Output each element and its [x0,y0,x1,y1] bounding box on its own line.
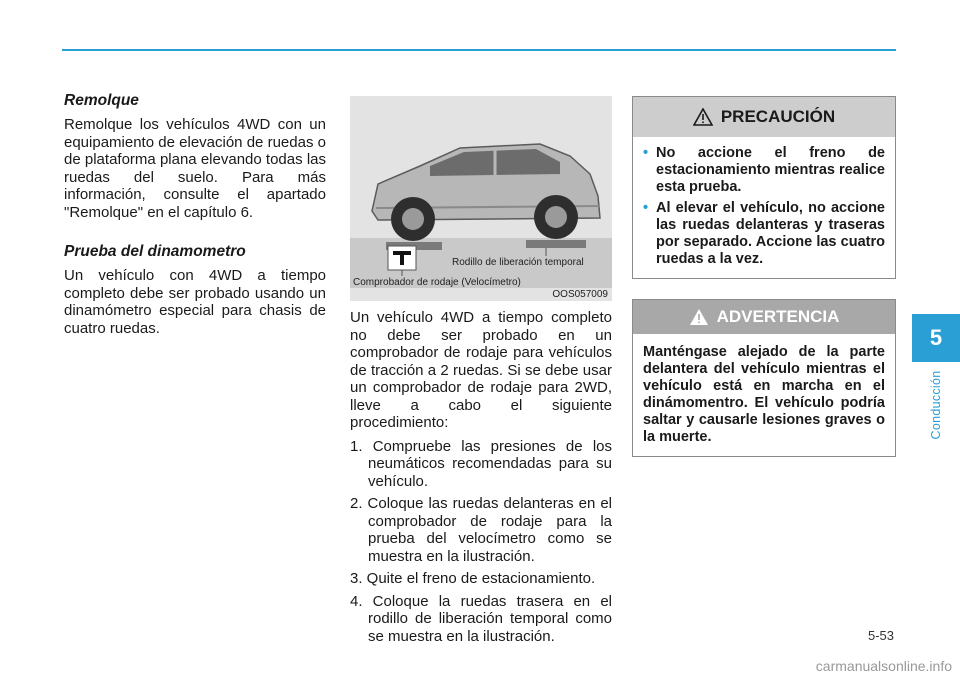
caution-title: PRECAUCIÓN [720,107,836,126]
paragraph-procedure: Un vehículo 4WD a tiempo completo no debe ser probado en un comprobador de rodaje para vehículos de tracción a 2 ruedas. Si se debe usar un comprobador de rodaje para 2WD, lleve a cabo el siguiente procedimiento: [350,309,612,431]
warning-triangle-icon [689,308,709,326]
paragraph-dinamometro: Un vehículo con 4WD a tiempo completo debe ser probado usando un dinamómetro especial para chasis de cuatro ruedas. [64,267,326,337]
chapter-label: Conducción [929,370,943,440]
caution-item-2: • Al elevar el vehículo, no accione las ruedas delanteras y traseras por separado. Accione las cuatro ruedas a la vez. [643,200,885,268]
caution-body [633,137,895,278]
chapter-tab: 5 [912,314,960,362]
warning-box [632,299,896,457]
label-rodillo: Rodillo de liberación temporal [452,257,584,268]
caution-header [633,97,895,137]
heading-dinamometro: Prueba del dinamometro [64,243,246,260]
column-left [64,92,326,337]
heading-remolque: Remolque [64,92,139,109]
warning-body [633,334,895,456]
procedure-steps [350,438,612,646]
top-rule [62,49,896,51]
figure-code: OOS057009 [552,289,608,300]
warning-text: Manténgase alejado de la parte delantera del vehículo mientras el vehículo está en marcha en el dinámomentro. El vehículo podría saltar y causarle lesiones graves o la muerte. [643,344,885,445]
step-1: 1. Compruebe las presiones de los neumáticos recomendadas para su vehículo. [350,437,612,490]
page-number: 5-53 [867,628,894,643]
column-right [632,96,896,457]
caution-box [632,96,896,279]
label-comprobador: Comprobador de rodaje (Velocímetro) [353,277,521,288]
warning-triangle-icon [693,108,713,126]
suv-on-rollers-illustration [350,96,612,301]
step-3: 3. Quite el freno de estacionamiento. [350,570,596,587]
warning-title: ADVERTENCIA [716,307,840,326]
paragraph-remolque: Remolque los vehículos 4WD con un equipamiento de elevación de ruedas o de plataforma plana elevando todas las ruedas del suelo. Para más información, consulte el apartado "Remolque" en el capítulo 6. [64,116,326,221]
dynamometer-figure [350,96,612,301]
caution-item-1: • No accione el freno de estacionamiento mientras realice esta prueba. [643,145,885,196]
watermark: carmanualsonline.info [815,658,952,674]
column-middle [350,96,612,650]
warning-header [633,300,895,334]
step-4: 4. Coloque la ruedas trasera en el rodillo de liberación temporal como se muestra en la ilustración. [350,592,612,645]
step-2: 2. Coloque las ruedas delanteras en el comprobador de rodaje para la prueba del velocímetro como se muestra en la ilustración. [350,495,612,565]
